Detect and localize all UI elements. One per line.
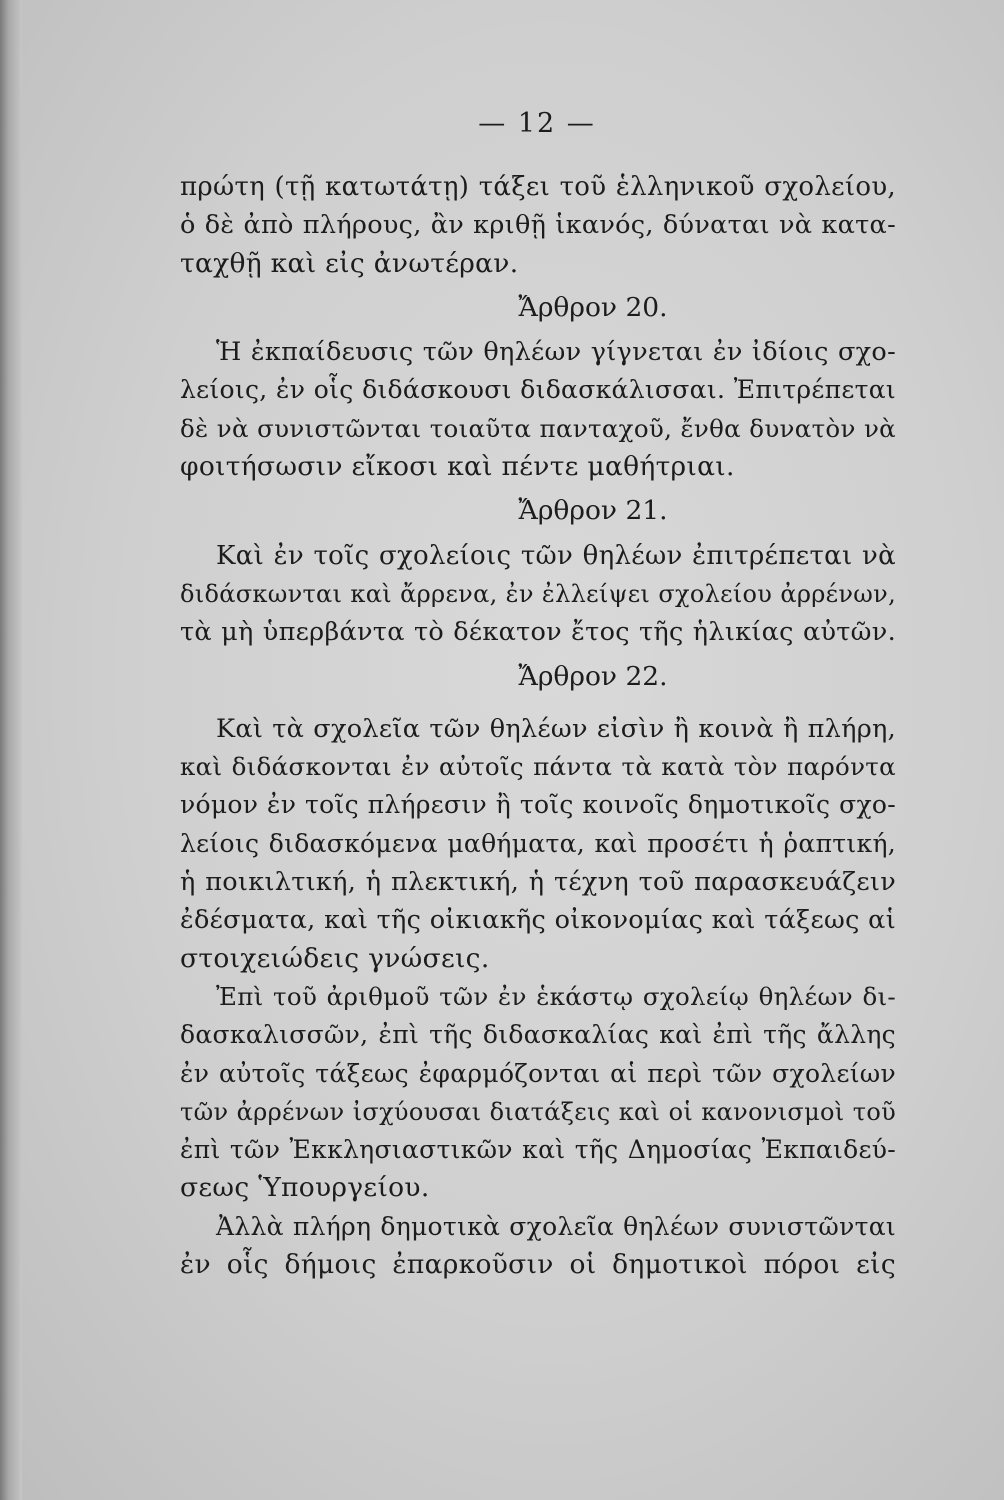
text-line: φοιτήσωσιν εἴκοσι καὶ πέντε μαθήτριαι. (180, 451, 735, 483)
text-line: ἐν αὐτοῖς τάξεως ἐφαρμόζονται αἱ περὶ τῶν σχολείων (180, 1058, 896, 1088)
intro-paragraph (180, 168, 896, 283)
article-20-heading: Ἄρθρον 20. (518, 291, 668, 323)
text-line: νόμον ἐν τοῖς πλήρεσιν ἢ τοῖς κοινοῖς δημοτικοῖς σχο- (180, 790, 896, 820)
text-line: ταχθῇ καὶ εἰς ἀνωτέραν. (180, 247, 519, 279)
text-line: καὶ διδάσκονται ἐν αὐτοῖς πάντα τὰ κατὰ τὸν παρόντα (180, 752, 896, 782)
text-line: ὁ δὲ ἀπὸ πλήρους, ἂν κριθῇ ἱκανός, δύναται νὰ κατα- (180, 210, 896, 241)
text-line: Ἡ ἐκπαίδευσις τῶν θηλέων γίγνεται ἐν ἰδίοις σχο- (216, 337, 896, 368)
page-body (180, 168, 896, 1284)
text-line: διδάσκωνται καὶ ἄρρενα, ἐν ἐλλείψει σχολείου ἀρρένων, (180, 579, 896, 608)
text-line: σεως Ὑπουργείου. (180, 1172, 430, 1204)
text-line: Ἐπὶ τοῦ ἀριθμοῦ τῶν ἐν ἑκάστῳ σχολείῳ θηλέων δι- (216, 981, 896, 1011)
article-22-heading: Ἄρθρον 22. (518, 660, 668, 692)
text-line: ἐν οἷς δήμοις ἐπαρκοῦσιν οἱ δημοτικοὶ πόροι εἰς (180, 1249, 896, 1281)
text-line: ἐδέσματα, καὶ τῆς οἰκιακῆς οἰκονομίας καὶ τάξεως αἱ (180, 905, 896, 936)
article-22-paragraph-1 (180, 710, 896, 978)
text-line: ἡ ποικιλτική, ἡ πλεκτική, ἡ τέχνη τοῦ παρασκευάζειν (180, 867, 896, 898)
text-line: λείοις διδασκόμενα μαθήματα, καὶ προσέτι ἡ ῥαπτική, (180, 828, 896, 858)
text-line: δὲ νὰ συνιστῶνται τοιαῦτα πανταχοῦ, ἔνθα δυνατὸν νὰ (180, 413, 896, 443)
text-line: Καὶ τὰ σχολεῖα τῶν θηλέων εἰσὶν ἢ κοινὰ ἢ πλήρη, (216, 713, 896, 744)
text-line: τὰ μὴ ὑπερβάντα τὸ δέκατον ἔτος τῆς ἡλικίας αὐτῶν. (180, 617, 896, 648)
article-21-paragraph (180, 537, 896, 652)
text-line: στοιχειώδεις γνώσεις. (180, 942, 490, 974)
article-21-heading: Ἄρθρον 21. (518, 495, 668, 527)
text-line: τῶν ἀρρένων ἰσχύουσαι διατάξεις καὶ οἱ κανονισμοὶ τοῦ (180, 1097, 896, 1126)
page-gutter-shadow (0, 0, 22, 1500)
text-line: ἐπὶ τῶν Ἐκκλησιαστικῶν καὶ τῆς Δημοσίας Ἐκπαιδεύ- (180, 1135, 896, 1165)
article-20-paragraph (180, 333, 896, 486)
article-22-paragraph-2 (180, 978, 896, 1208)
text-line: Ἀλλὰ πλήρη δημοτικὰ σχολεῖα θηλέων συνιστῶνται (216, 1211, 896, 1241)
page-number: — 12 — (478, 108, 596, 139)
article-22-paragraph-3 (180, 1208, 896, 1285)
text-line: πρώτη (τῇ κατωτάτῃ) τάξει τοῦ ἑλληνικοῦ σχολείου, (180, 172, 896, 202)
text-line: δασκαλισσῶν, ἐπὶ τῆς διδασκαλίας καὶ ἐπὶ τῆς ἄλλης (180, 1020, 896, 1050)
text-line: Καὶ ἐν τοῖς σχολείοις τῶν θηλέων ἐπιτρέπεται νὰ (216, 540, 896, 571)
text-line: λείοις, ἐν οἷς διδάσκουσι διδασκάλισσαι. Ἐπιτρέπεται (180, 375, 896, 405)
